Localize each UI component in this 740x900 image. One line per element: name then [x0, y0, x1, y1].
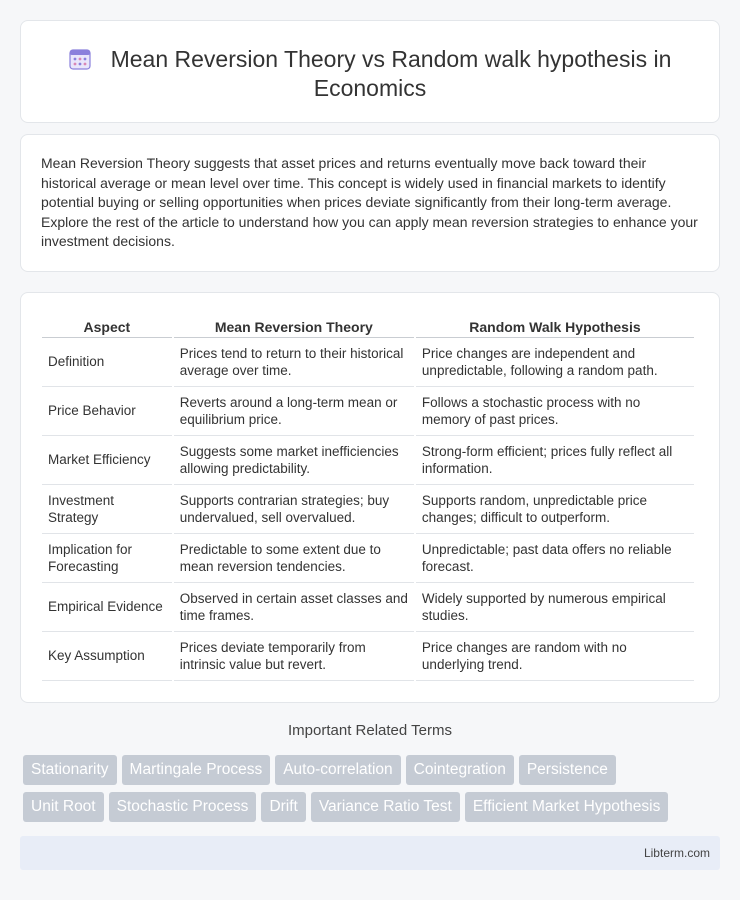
table-row	[42, 338, 694, 387]
table-row	[42, 534, 694, 583]
intro-paragraph: Mean Reversion Theory suggests that asset prices and returns eventually move back toward their historical average or mean level over time. This concept is widely used in financial markets to identify potential buying or selling opportunities when prices deviate significantly from their long-term average. Explore the rest of the article to understand how you can apply mean reversion strategies to enhance your investment decisions.	[41, 155, 698, 250]
row-mean-reversion: Reverts around a long-term mean or equilibrium price.	[174, 387, 414, 436]
row-aspect: Market Efficiency	[42, 436, 172, 485]
related-terms-title: Important Related Terms	[288, 722, 452, 739]
related-term-tag[interactable]: Variance Ratio Test	[311, 792, 460, 822]
row-mean-reversion: Suggests some market inefficiencies allowing predictability.	[174, 436, 414, 485]
row-random-walk: Follows a stochastic process with no memory of past prices.	[416, 387, 694, 436]
table-header-row	[42, 315, 694, 338]
related-term-tag[interactable]: Martingale Process	[122, 755, 271, 785]
row-aspect: Definition	[42, 338, 172, 387]
table-row	[42, 583, 694, 632]
table-row	[42, 485, 694, 534]
related-term-tag[interactable]: Auto-correlation	[275, 755, 400, 785]
intro-card	[20, 134, 720, 272]
table-row	[42, 632, 694, 681]
row-mean-reversion: Prices tend to return to their historical average over time.	[174, 338, 414, 387]
header-random-walk: Random Walk Hypothesis	[416, 315, 694, 338]
related-term-tag[interactable]: Persistence	[519, 755, 616, 785]
row-random-walk: Price changes are random with no underlying trend.	[416, 632, 694, 681]
row-mean-reversion: Predictable to some extent due to mean reversion tendencies.	[174, 534, 414, 583]
row-random-walk: Supports random, unpredictable price changes; difficult to outperform.	[416, 485, 694, 534]
header-mean-reversion: Mean Reversion Theory	[174, 315, 414, 338]
footer-site-link[interactable]: Libterm.com	[643, 846, 710, 860]
page-title	[21, 45, 719, 103]
row-random-walk: Unpredictable; past data offers no reliable forecast.	[416, 534, 694, 583]
row-mean-reversion: Observed in certain asset classes and time frames.	[174, 583, 414, 632]
related-terms-row	[23, 792, 723, 829]
row-aspect: Implication for Forecasting	[42, 534, 172, 583]
related-term-tag[interactable]: Stationarity	[23, 755, 117, 785]
header-card	[20, 20, 720, 123]
row-aspect: Investment Strategy	[42, 485, 172, 534]
row-aspect: Key Assumption	[42, 632, 172, 681]
row-random-walk: Price changes are independent and unpredictable, following a random path.	[416, 338, 694, 387]
related-term-tag[interactable]: Efficient Market Hypothesis	[465, 792, 669, 822]
related-term-tag[interactable]: Stochastic Process	[109, 792, 257, 822]
row-random-walk: Widely supported by numerous empirical studies.	[416, 583, 694, 632]
table-row	[42, 436, 694, 485]
comparison-table	[40, 315, 696, 681]
related-terms	[23, 755, 723, 829]
header-aspect: Aspect	[42, 315, 172, 338]
footer	[20, 836, 720, 870]
comparison-table-card	[20, 292, 720, 703]
row-random-walk: Strong-form efficient; prices fully reflect all information.	[416, 436, 694, 485]
related-term-tag[interactable]: Drift	[261, 792, 305, 822]
calendar-grid-icon	[69, 48, 91, 70]
related-term-tag[interactable]: Unit Root	[23, 792, 104, 822]
row-aspect: Price Behavior	[42, 387, 172, 436]
page-title-text: Mean Reversion Theory vs Random walk hypothesis in Economics	[110, 46, 672, 101]
row-aspect: Empirical Evidence	[42, 583, 172, 632]
row-mean-reversion: Prices deviate temporarily from intrinsic value but revert.	[174, 632, 414, 681]
table-row	[42, 387, 694, 436]
row-mean-reversion: Supports contrarian strategies; buy undervalued, sell overvalued.	[174, 485, 414, 534]
related-term-tag[interactable]: Cointegration	[406, 755, 514, 785]
related-terms-row	[23, 755, 723, 792]
